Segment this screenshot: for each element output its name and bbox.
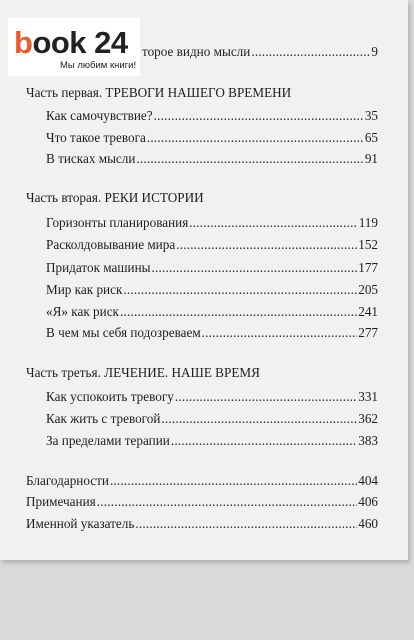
- logo-wordmark: ook 24: [32, 25, 128, 60]
- toc-dot-leader: [123, 281, 357, 299]
- toc-dot-leader: [171, 432, 357, 450]
- part-heading: Часть вторая. РЕКИ ИСТОРИИ: [26, 190, 204, 205]
- logo-letter-b: b: [14, 25, 33, 60]
- toc-entry-page: 383: [358, 433, 378, 448]
- toc-entry: [46, 107, 378, 125]
- toc-dot-leader: [176, 236, 357, 254]
- toc-entry: [46, 432, 378, 450]
- toc-entry-page: 35: [364, 108, 378, 123]
- toc-entry: [26, 472, 378, 490]
- toc-dot-leader: [97, 493, 358, 511]
- toc-entry: [46, 281, 378, 299]
- toc-dot-leader: [154, 107, 364, 125]
- toc-entry-title: Как самочувствие?: [46, 108, 153, 123]
- toc-entry-page: 9: [371, 44, 378, 59]
- toc-entry-page: 460: [358, 516, 378, 531]
- toc-entry: [46, 129, 378, 147]
- toc-entry-page: 362: [358, 411, 378, 426]
- toc-dot-leader: [135, 515, 357, 533]
- toc-dot-leader: [120, 303, 357, 321]
- toc-entry-title: Мир как риск: [46, 282, 123, 297]
- toc-entry-title: Как успокоить тревогу: [46, 389, 174, 404]
- toc-entry: [26, 515, 378, 533]
- toc-entry: [46, 236, 378, 254]
- toc-entry: [46, 150, 378, 168]
- toc-dot-leader: [175, 388, 357, 406]
- toc-entry-page: 404: [358, 473, 378, 488]
- toc-entry-page: 205: [358, 282, 378, 297]
- toc-entry-title: Расколдовывание мира: [46, 237, 176, 252]
- toc-entry: [142, 43, 378, 61]
- toc-entry: [46, 259, 378, 277]
- toc-entry-page: 406: [358, 494, 378, 509]
- toc-entry-page: 119: [358, 215, 378, 230]
- toc-entry-title: Придаток машины: [46, 260, 151, 275]
- toc-dot-leader: [189, 214, 357, 232]
- toc-entry-title: В чем мы себя подозреваем: [46, 325, 201, 340]
- toc-dot-leader: [136, 150, 363, 168]
- toc-entry-title: Как жить с тревогой: [46, 411, 161, 426]
- toc-dot-leader: [161, 410, 357, 428]
- toc-entry-title: За пределами терапии: [46, 433, 170, 448]
- toc-dot-leader: [202, 324, 358, 342]
- toc-entry-title: В тисках мысли: [46, 151, 136, 166]
- toc-entry-page: 152: [358, 237, 378, 252]
- part-heading: Часть третья. ЛЕЧЕНИЕ. НАШЕ ВРЕМЯ: [26, 365, 260, 380]
- toc-entry: [46, 410, 378, 428]
- toc-entry-title: торое видно мысли: [142, 44, 251, 59]
- logo-tagline: Мы любим книги!: [60, 60, 137, 71]
- toc-entry-page: 277: [358, 325, 378, 340]
- toc-entry-title: Что такое тревога: [46, 130, 146, 145]
- toc-dot-leader: [147, 129, 364, 147]
- toc-entry-title: Горизонты планирования: [46, 215, 189, 230]
- toc-entry-title: Именной указатель: [26, 516, 135, 531]
- toc-entry-page: 331: [358, 389, 378, 404]
- toc-dot-leader: [251, 43, 370, 61]
- toc-entry: [26, 493, 378, 511]
- part-heading: Часть первая. ТРЕВОГИ НАШЕГО ВРЕМЕНИ: [26, 85, 292, 100]
- toc-entry-page: 177: [358, 260, 378, 275]
- toc-entry: [46, 303, 378, 321]
- book24-logo-mark: [14, 26, 128, 60]
- book24-logo: [8, 18, 140, 76]
- toc-entry-title: Примечания: [26, 494, 96, 509]
- toc-dot-leader: [152, 259, 358, 277]
- toc-entry: [46, 324, 378, 342]
- toc-entry-page: 91: [364, 151, 378, 166]
- toc-dot-leader: [110, 472, 357, 490]
- toc-entry-title: Благодарности: [26, 473, 109, 488]
- toc-entry-title: «Я» как риск: [46, 304, 119, 319]
- toc-entry: [46, 388, 378, 406]
- toc-entry: [46, 214, 378, 232]
- toc-entry-page: 65: [364, 130, 378, 145]
- toc-entry-page: 241: [358, 304, 378, 319]
